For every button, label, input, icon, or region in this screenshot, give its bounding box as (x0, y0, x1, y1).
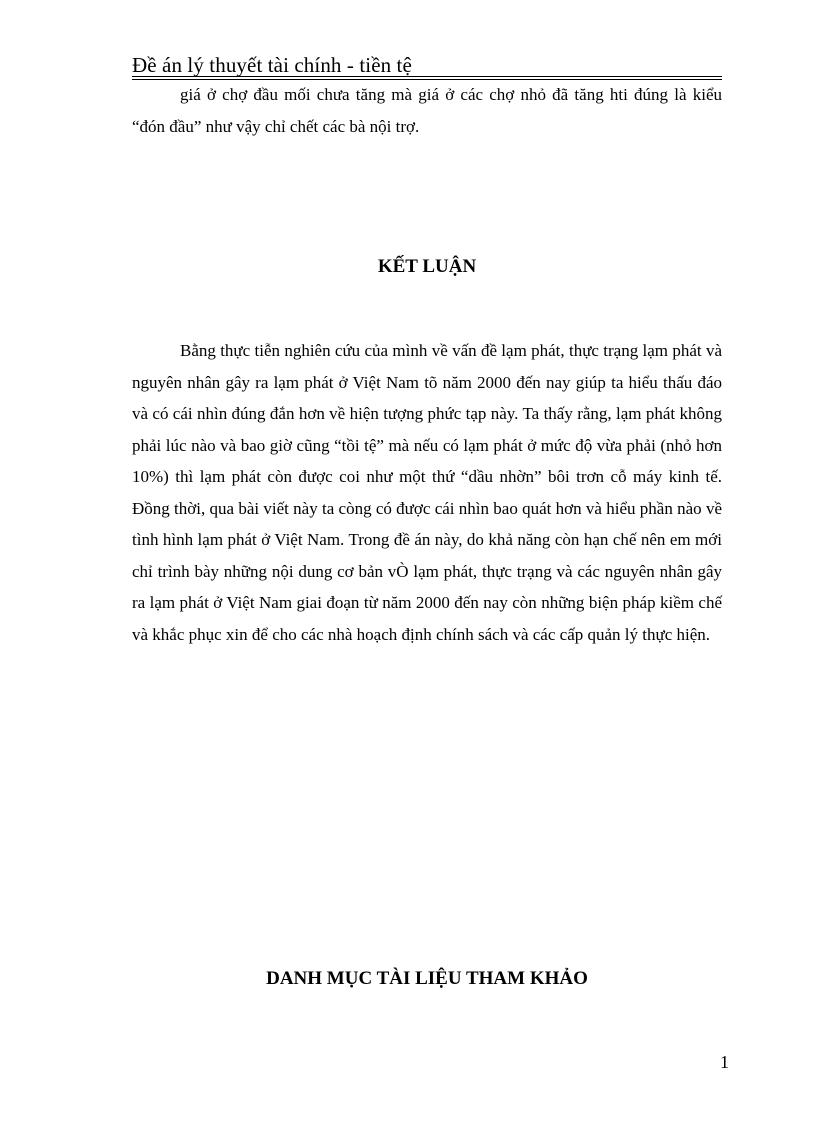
references-heading: DANH MỤC TÀI LIỆU THAM KHẢO (266, 968, 588, 989)
page-header (132, 52, 722, 78)
intro-paragraph: giá ở chợ đầu mối chưa tăng mà giá ở các chợ nhỏ đã tăng hti đúng là kiểu “đón đầu” như vậy chỉ chết các bà nội trợ. (132, 85, 722, 136)
header-title: Đề án lý thuyết tài chính - tiền tệ (132, 53, 412, 77)
conclusion-heading: KẾT LUẬN (377, 256, 477, 277)
conclusion-paragraph: Bằng thực tiễn nghiên cứu của mình về vấn đề lạm phát, thực trạng lạm phát và nguyên nhân gây ra lạm phát ở Việt Nam tõ năm 2000 đến nay giúp ta hiểu thấu đáo và có cái nhìn đúng đắn hơn về hiện tượng phức tạp này. Ta thấy rằng, lạm phát không phải lúc nào và bao giờ cũng “tồi tệ” mà nếu có lạm phát ở mức độ vừa phải (nhỏ hơn 10%) thì lạm phát còn được coi như một thứ “dầu nhờn” bôi trơn cỗ máy kinh tế. Đồng thời, qua bài viết này ta còng có được cái nhìn bao quát hơn và hiểu phần nào về tình hình lạm phát ở Việt Nam. Trong đề án này, do khả năng còn hạn chế nên em mới chỉ trình bày những nội dung cơ bản vÒ lạm phát, thực trạng và các nguyên nhân gây ra lạm phát ở Việt Nam giai đoạn từ năm 2000 đến nay còn những biện pháp kiềm chế và khắc phục xin để cho các nhà hoạch định chính sách và các cấp quản lý thực hiện. (132, 341, 722, 644)
page-number: 1 (720, 1052, 729, 1072)
